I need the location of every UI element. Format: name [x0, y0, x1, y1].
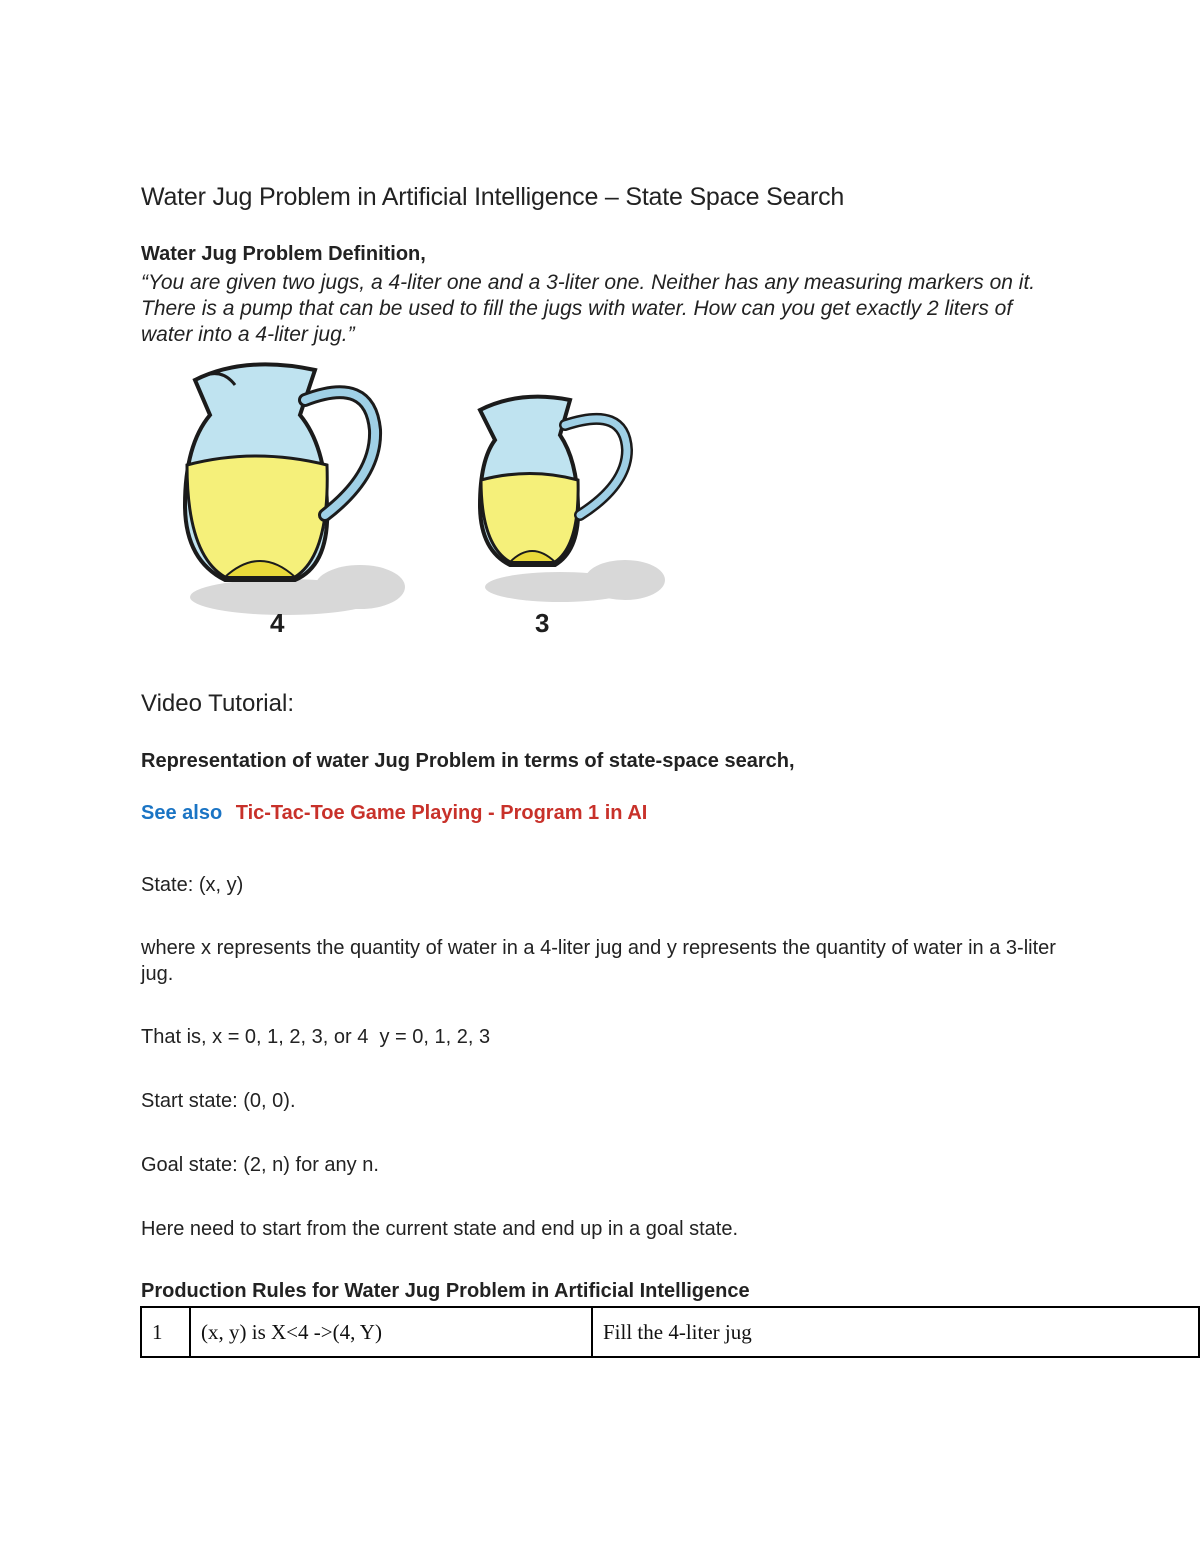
jug-label-4: 4: [270, 608, 285, 638]
page-title: Water Jug Problem in Artificial Intelligence – State Space Search: [141, 183, 845, 211]
small-pitcher-icon: [480, 397, 665, 602]
rule-description: Fill the 4-liter jug: [592, 1307, 1199, 1357]
see-also: [141, 802, 647, 825]
where-text: where x represents the quantity of water in a 4-liter jug and y represents the quantity of water in a 3-liter jug.: [141, 937, 1056, 985]
here-need-text: Here need to start from the current state and end up in a goal state.: [141, 1218, 739, 1240]
start-state-text: Start state: (0, 0).: [141, 1090, 296, 1112]
rule-condition: (x, y) is X<4 ->(4, Y): [190, 1307, 592, 1357]
production-rules-heading: Production Rules for Water Jug Problem in Artificial Intelligence: [141, 1280, 750, 1302]
problem-quote: “You are given two jugs, a 4-liter one and a 3-liter one. Neither has any measuring markers on it. There is a pump that can be used to fill the jugs with water. How can you get exactly 2 liters of water into a 4-liter jug.”: [141, 271, 1036, 346]
representation-heading: Representation of water Jug Problem in terms of state-space search,: [141, 750, 795, 772]
jugs-illustration: [165, 355, 685, 645]
goal-state-text: Goal state: (2, n) for any n.: [141, 1154, 379, 1176]
jug-label-3: 3: [535, 608, 550, 638]
rule-number: 1: [141, 1307, 190, 1357]
video-tutorial-heading: Video Tutorial:: [141, 690, 294, 717]
production-rules-table: [140, 1306, 1200, 1358]
see-also-link[interactable]: Tic-Tac-Toe Game Playing - Program 1 in AI: [235, 802, 648, 824]
table-row: [141, 1307, 1199, 1357]
large-pitcher-icon: [185, 364, 405, 615]
see-also-label: See also: [141, 802, 223, 824]
that-is-text: That is, x = 0, 1, 2, 3, or 4 y = 0, 1, 2, 3: [141, 1026, 491, 1048]
definition-heading: Water Jug Problem Definition,: [141, 243, 426, 265]
state-text: State: (x, y): [141, 874, 244, 896]
